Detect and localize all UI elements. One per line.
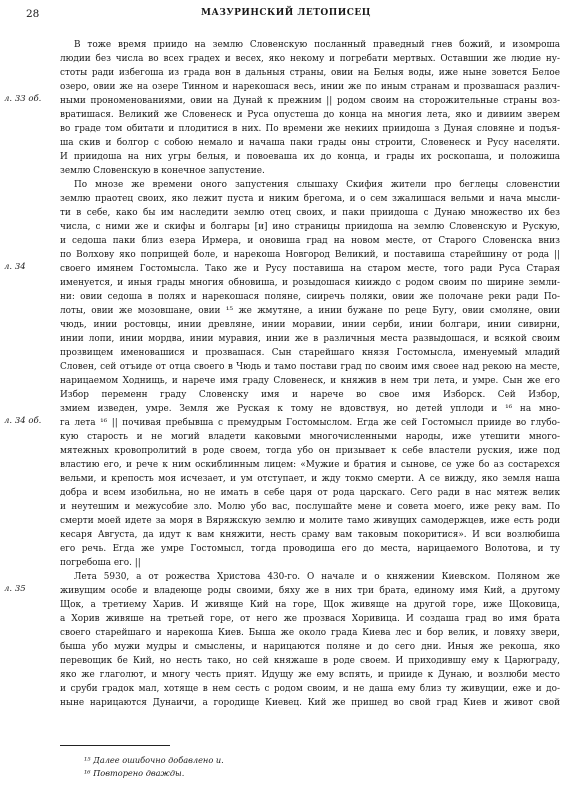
text-line: кесаря Августа, да идут к вам княжити, несть сраму вам таковым покоритися». И вси возлюбиша xyxy=(60,530,560,540)
text-line: землю праотец своих, яко лежит пуста и никим брегома, и о сем зжалишася вельми и нача мысли- xyxy=(60,194,560,204)
text-line: Щок, а третиему Харив. И живяще Кий на горе, Щок живяще на другой горе, иже Щоковица, xyxy=(60,600,560,610)
text-line: га лета ¹⁶ || почивая пребывша с премудрым Гостомыслом. Егда же сей Гостомысл прииде во глубо- xyxy=(60,418,560,428)
text-line: а Хорив живяше на третьей горе, от него же прозвася Хоривица. И создаша град во имя брата xyxy=(60,614,560,624)
text-line: кую старость и не могий владети каковыми многочисленными народы, иже утешити много- xyxy=(60,432,560,442)
text-line: Словен, сей отъиде от отца своего в Чюдь и тамо постави град по своим имя своее над рекою на месте, xyxy=(60,362,560,372)
text-line: змием изведен, умре. Земля же Руская к тому не вдовствуя, но детей уплоди и ¹⁶ на мно- xyxy=(60,404,560,414)
folio-note: л. 35 xyxy=(4,584,26,594)
text-line: мятежных кровопролитий в роде своем, тогда убо он призывает к себе властели руския, иже под xyxy=(60,446,560,456)
running-title: МАЗУРИНСКИЙ ЛЕТОПИСЕЦ xyxy=(201,8,371,18)
text-line: Избор переменн граду Словенску имя и нарече во свое имя Изборск. Сей Избор, xyxy=(60,390,560,400)
text-line: живущим особе и владеюще роды своими, бяху же в них три брата, единому имя Кий, а другому xyxy=(60,586,560,596)
text-line: вратишася. Великий же Словенеск и Руса опустеша до конца на многия лета, яко и дивиим зверем xyxy=(60,110,560,120)
main-text xyxy=(60,38,560,710)
text-line: инии лопи, инии мордва, инии муравия, инии же в различныя места развыдошася, и всякой своим xyxy=(60,334,560,344)
text-line: погребоша его. || xyxy=(60,558,141,568)
text-line: и седоша паки близ езера Ирмера, и оновиша град на новом месте, от Старого Словенска вниз xyxy=(60,236,560,246)
text-line: прозвищем именовашися и прозвашася. Сын старейшаго князя Гостомысла, именуемый младий xyxy=(60,348,560,358)
folio-note: л. 34 xyxy=(4,262,26,272)
text-line: нарицаемом Ходнищь, и нарече имя граду Словенеск, и княжив в нем три лета, и умре. Сын же его xyxy=(60,376,560,386)
text-line: лоты, овии же мозовшане, овии ¹⁵ же жмутяне, а инии бужане по реце Бугу, овии смоляне, овии xyxy=(60,306,560,316)
footnote: ¹⁶ Повторено дважды. xyxy=(84,768,185,778)
text-line: ти в себе, како бы им наследити землю отец своих, и паки приидоша с Дунаю множество их без xyxy=(60,208,560,218)
text-line: его речь. Егда же умре Гостомысл, тогда проводиша его до места, нарицаемого Волотова, и ту xyxy=(60,544,560,554)
text-line: числа, с ними же и скифы и болгары [и] ино страницы приидоша на землю Словенскую и Рускую, xyxy=(60,222,560,232)
text-line: землю Словенскую в конечное запустение. xyxy=(60,166,265,176)
text-line: добра и всем изобильна, но не имать в себе царя от рода царскаго. Сего ради в нас мятеж велик xyxy=(60,488,560,498)
page-number: 28 xyxy=(26,8,40,20)
text-line: именуется, и иныя грады многия обновиша, и розыдошася кииждо с родом своим по ширине земли- xyxy=(60,278,560,288)
text-line: озеро, овии же на озере Тинном и нарекошася весь, инии же по иным странам и прозвашася различ- xyxy=(60,82,560,92)
text-line: Лета 5930, а от рожества Христова 430-го. О начале и о княжении Киевском. Поляном же xyxy=(74,572,560,582)
text-line: яко же глаголют, и многу честь прият. Идущу же ему вспять, и прииде к Дунаю, и возлюби место xyxy=(60,670,560,680)
footnote: ¹⁵ Далее ошибочно добавлено и. xyxy=(84,755,224,765)
text-line: и сруби градок мал, хотяще в нем сесть с родом своим, и не даша ему близ ту живущии, еже и до- xyxy=(60,684,560,694)
text-line: И приидоша на них угры белыя, и повоеваша их до конца, и грады их роскопаша, и положиша xyxy=(60,152,560,162)
text-line: властию его, и рече к ним оскиблинным лицем: «Мужие и братия и сынове, се уже бо аз состарехся xyxy=(60,460,560,470)
text-line: ни: овии седоша в полях и нарекошася поляне, сииречь поляки, овии же полочане реки ради По- xyxy=(60,292,560,302)
text-line: по Волхову яко поприщей боле, и нарекоша Новгород Великий, и поставиша старейшину от рода || xyxy=(60,250,560,260)
text-line: смерти моей идете за моря в Вяряжскую землю и молите тамо живущих самодержцев, иже есть роди xyxy=(60,516,560,526)
text-line: людии без числа во всех градех и весех, яко некому и погребати мертвых. Оставшии же людие ну- xyxy=(60,54,560,64)
text-line: во граде том обитати и плодитися в них. По времени же некиих приидоша з Дуная словяне и подъя- xyxy=(60,124,560,134)
text-line: чюдь, инии ростовцы, инии древляне, инии моравии, инии серби, инии болгари, инии сивирни, xyxy=(60,320,560,330)
text-line: быша убо мужи мудры и смыслены, и нарицаются поляне и до сего дни. Иныя же рекоша, яко xyxy=(60,642,560,652)
text-line: В тоже время приидо на землю Словенскую посланный праведный гнев божий, и изомроша xyxy=(74,40,560,50)
footnotes xyxy=(84,754,544,780)
folio-note: л. 34 об. xyxy=(4,416,42,426)
text-line: По мнозе же времени оного запустения слышаху Скифия жители про беглецы словенстии xyxy=(74,180,560,190)
text-line: и неутешим и межусобие зло. Молю убо вас, послушайте мене и совета моего, иже реку вам. По xyxy=(60,502,560,512)
text-line: ныне нарицаются Дунаичи, а городище Киевец. Кий же пришед во свой град Киев и живот свой xyxy=(60,698,560,708)
text-line: ша скив и болгор с собою немало и начаша паки грады оны строити, Словенеск и Русу населяти. xyxy=(60,138,560,148)
text-line: ными прономенованиями, овии на Дунай к прежним || родом своим на сторожительные страны воз- xyxy=(60,96,560,106)
footnote-divider xyxy=(60,745,170,746)
text-line: вельми, и крепость моя исчезает, и ум отступает, и жду токмо смерти. А се вижду, яко земля наша xyxy=(60,474,560,484)
text-line: стоты ради избегоша из града вон в дальныя страны, овии на Белыя воды, иже ныне зовется Белое xyxy=(60,68,560,78)
text-line: своего имянем Гостомысла. Тако же и Русу поставиша на старом месте, того ради Руса Старая xyxy=(60,264,560,274)
folio-note: л. 33 об. xyxy=(4,94,42,104)
text-line: перевощик бе Кий, но несть тако, но сей княжаше в роде своем. И приходившу ему к Царюграду, xyxy=(60,656,560,666)
page-header xyxy=(0,8,572,22)
text-line: своего старейшаго и нарекоша Киев. Быша же около града Киева лес и бор велик, и ловяху звери, xyxy=(60,628,560,638)
